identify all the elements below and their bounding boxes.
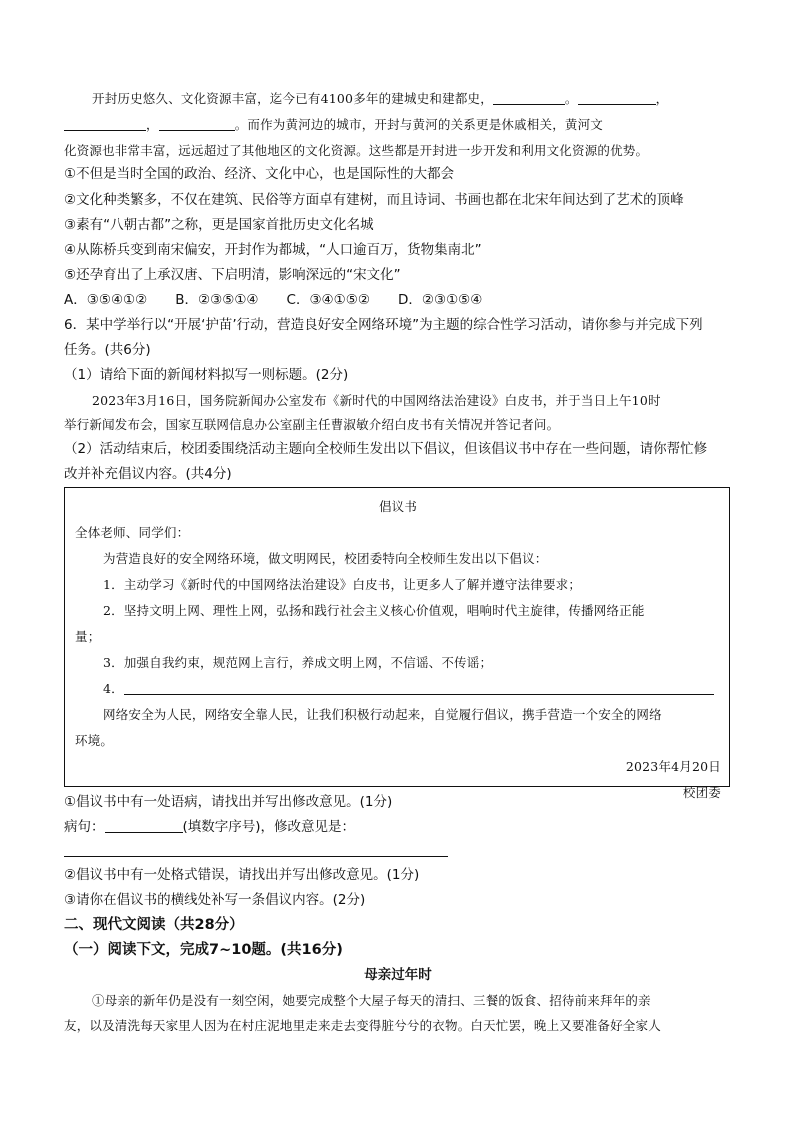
proposal-item-4 [75, 676, 721, 702]
passage-text: 开封历史悠久、文化资源丰富，迄今已有4100多年的建城史和建都史， [92, 91, 493, 106]
revision-label: (填数字序号)，修改意见是： [182, 819, 356, 835]
passage-punct: 。 [564, 91, 578, 106]
sentence-item-4: ④从陈桥兵变到南宋偏安，开封作为都城，“人口逾百万，货物集南北” [64, 242, 482, 258]
proposal-item-4-number: 4． [103, 681, 124, 696]
blank-3[interactable] [64, 116, 146, 131]
passage-punct: ， [146, 117, 159, 132]
sick-sentence-label: 病句： [64, 819, 105, 835]
proposal-signer: 校团委 [682, 785, 721, 800]
task-1: ①倡议书中有一处语病，请找出并写出修改意见。(1分) [64, 794, 393, 810]
proposal-item-3: 3．加强自我约束，规范网上言行，养成文明上网，不信谣、不传谣； [103, 655, 493, 670]
q6-sub2-line-1: （2）活动结束后，校团委围绕活动主题向全校师生发出以下倡议，但该倡议书中存在一些问题，请你帮忙修 [64, 441, 708, 457]
option-a[interactable]: A．③⑤④①② [64, 292, 148, 308]
option-d[interactable]: D．②③①⑤④ [397, 292, 483, 308]
q6-sub1: （1）请给下面的新闻材料拟写一则标题。(2分) [64, 367, 349, 383]
proposal-closing-cont: 环境。 [75, 733, 114, 748]
proposal-item-2: 2．坚持文明上网、理性上网，弘扬和践行社会主义核心价值观，唱响时代主旋律，传播网络正能 [103, 603, 645, 618]
proposal-item-2-cont: 量； [75, 629, 101, 644]
q6-sub2-line-2: 改并补充倡议内容。(共4分) [64, 466, 232, 482]
article-para-1-line-2: 友，以及清洗每天家里人因为在村庄泥地里走来走去变得脏兮兮的衣物。白天忙罢，晚上又要准备好全家人 [64, 1018, 661, 1033]
sick-sentence-blank[interactable] [105, 818, 183, 833]
answer-options [64, 287, 732, 313]
passage-punct: ， [655, 91, 669, 106]
option-b[interactable]: B．②③⑤①④ [175, 292, 259, 308]
passage-line-3: 化资源也非常丰富，远远超过了其他地区的文化资源。这些都是开封进一步开发和利用文化资源的优势。 [64, 143, 649, 158]
task-1-answer [64, 814, 732, 840]
blank-2[interactable] [578, 90, 656, 105]
proposal-intro: 为营造良好的安全网络环境，做文明网民，校团委特向全校师生发出以下倡议： [103, 551, 548, 566]
section-heading: 二、现代文阅读（共28分） [64, 917, 244, 933]
proposal-title: 倡议书 [378, 499, 418, 514]
section-subheading: （一）阅读下文，完成7~10题。(共16分) [64, 942, 343, 958]
proposal-greeting: 全体老师、同学们： [75, 525, 190, 540]
sentence-item-5: ⑤还孕育出了上承汉唐、下启明清，影响深远的“宋文化” [64, 267, 401, 283]
blank-4[interactable] [159, 116, 235, 131]
article-title: 母亲过年时 [364, 967, 432, 983]
proposal-box [64, 487, 730, 800]
q6-line-2: 任务。(共6分) [64, 342, 151, 358]
q6-line-1: 6．某中学举行以“开展‘护苗’行动，营造良好安全网络环境”为主题的综合性学习活动，请你参与并完成下列 [64, 317, 703, 333]
proposal-closing: 网络安全为人民，网络安全靠人民，让我们积极行动起来，自觉履行倡议，携手营造一个安全的网络 [103, 707, 662, 722]
task-3: ③请你在倡议书的横线处补写一条倡议内容。(2分) [64, 892, 366, 908]
task-2: ②倡议书中有一处格式错误，请找出并写出修改意见。(1分) [64, 867, 420, 883]
proposal-item-1: 1．主动学习《新时代的中国网络法治建设》白皮书，让更多人了解并遵守法律要求； [103, 577, 582, 592]
sentence-item-3: ③素有“八朝古都”之称，更是国家首批历史文化名城 [64, 217, 374, 233]
news-line-1: 2023年3月16日，国务院新闻办公室发布《新时代的中国网络法治建设》白皮书，并于当日上午10时 [92, 393, 661, 408]
passage-line-1 [64, 86, 732, 112]
sentence-item-1: ①不但是当时全国的政治、经济、文化中心，也是国际性的大都会 [64, 166, 455, 182]
proposal-blank[interactable] [124, 680, 714, 695]
passage-line-2 [64, 112, 732, 138]
revision-answer-line[interactable] [64, 842, 448, 857]
proposal-date: 2023年4月20日 [625, 759, 721, 774]
news-line-2: 举行新闻发布会，国家互联网信息办公室副主任曹淑敏介绍白皮书有关情况并答记者问。 [64, 417, 560, 432]
sentence-item-2: ②文化种类繁多，不仅在建筑、民俗等方面卓有建树，而且诗词、书画也都在北宋年间达到了艺术的顶峰 [64, 192, 684, 208]
option-c[interactable]: C．③④①⑤② [286, 292, 370, 308]
passage-text: 。而作为黄河边的城市，开封与黄河的关系更是休戚相关，黄河文 [234, 117, 604, 132]
blank-1[interactable] [493, 90, 565, 105]
article-para-1-line-1: ①母亲的新年仍是没有一刻空闲，她要完成整个大屋子每天的清扫、三餐的饭食、招待前来拜年的亲 [92, 993, 651, 1008]
